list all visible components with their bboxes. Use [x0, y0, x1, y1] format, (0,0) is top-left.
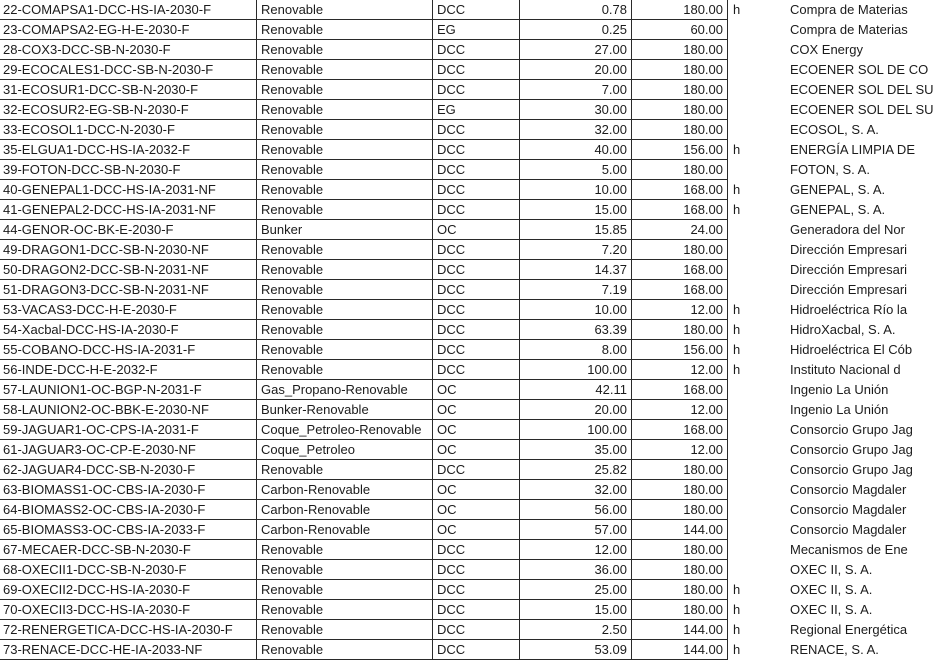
- table-row: [0, 540, 915, 560]
- cell-company-name[interactable]: OXEC II, S. A.: [790, 582, 873, 597]
- cell-contract-id[interactable]: 28-COX3-DCC-SB-N-2030-F: [0, 40, 257, 60]
- cell-company-name[interactable]: Consorcio Magdaler: [790, 522, 907, 537]
- cell-contract-id[interactable]: 44-GENOR-OC-BK-E-2030-F: [0, 220, 257, 240]
- cell-flag[interactable]: [728, 440, 788, 460]
- cell-tech-code[interactable]: DCC: [433, 80, 520, 100]
- cell-value-2[interactable]: 180.00: [632, 60, 728, 80]
- cell-flag[interactable]: [728, 160, 788, 180]
- cell-tech-code[interactable]: DCC: [433, 280, 520, 300]
- cell-contract-id[interactable]: 32-ECOSUR2-EG-SB-N-2030-F: [0, 100, 257, 120]
- cell-fuel-type[interactable]: Renovable: [257, 20, 433, 40]
- cell-fuel-type[interactable]: Renovable: [257, 580, 433, 600]
- cell-fuel-type[interactable]: Renovable: [257, 180, 433, 200]
- cell-fuel-type[interactable]: Coque_Petroleo: [257, 440, 433, 460]
- cell-fuel-type[interactable]: Renovable: [257, 240, 433, 260]
- cell-value-1[interactable]: 7.19: [520, 280, 632, 300]
- cell-tech-code[interactable]: OC: [433, 520, 520, 540]
- table-row: [0, 500, 915, 520]
- cell-tech-code[interactable]: DCC: [433, 240, 520, 260]
- cell-flag[interactable]: [728, 500, 788, 520]
- cell-company-name[interactable]: Compra de Materias: [790, 2, 908, 17]
- cell-fuel-type[interactable]: Renovable: [257, 80, 433, 100]
- cell-value-2[interactable]: 12.00: [632, 360, 728, 380]
- cell-tech-code[interactable]: OC: [433, 440, 520, 460]
- cell-tech-code[interactable]: DCC: [433, 580, 520, 600]
- cell-value-1[interactable]: 20.00: [520, 60, 632, 80]
- cell-company-name[interactable]: Ingenio La Unión: [790, 382, 889, 397]
- cell-value-2[interactable]: 168.00: [632, 200, 728, 220]
- cell-company-name[interactable]: ECOENER SOL DEL SU: [790, 102, 934, 117]
- table-row: [0, 640, 915, 660]
- cell-value-1[interactable]: 35.00: [520, 440, 632, 460]
- table-row: [0, 400, 915, 420]
- cell-tech-code[interactable]: OC: [433, 420, 520, 440]
- cell-company-name[interactable]: Dirección Empresari: [790, 242, 908, 257]
- cell-tech-code[interactable]: DCC: [433, 620, 520, 640]
- cell-contract-id[interactable]: 53-VACAS3-DCC-H-E-2030-F: [0, 300, 257, 320]
- cell-fuel-type[interactable]: Renovable: [257, 120, 433, 140]
- cell-value-2[interactable]: 180.00: [632, 160, 728, 180]
- cell-contract-id[interactable]: 39-FOTON-DCC-SB-N-2030-F: [0, 160, 257, 180]
- table-row: [0, 280, 915, 300]
- cell-company-name[interactable]: Hidroeléctrica El Cób: [790, 342, 913, 357]
- cell-company-name[interactable]: Dirección Empresari: [790, 282, 908, 297]
- cell-value-2[interactable]: 144.00: [632, 640, 728, 660]
- cell-value-2[interactable]: 180.00: [632, 560, 728, 580]
- cell-contract-id[interactable]: 49-DRAGON1-DCC-SB-N-2030-NF: [0, 240, 257, 260]
- cell-value-2[interactable]: 180.00: [632, 100, 728, 120]
- cell-value-1[interactable]: 100.00: [520, 360, 632, 380]
- cell-value-1[interactable]: 10.00: [520, 180, 632, 200]
- table-row: [0, 0, 915, 20]
- cell-contract-id[interactable]: 62-JAGUAR4-DCC-SB-N-2030-F: [0, 460, 257, 480]
- cell-contract-id[interactable]: 70-OXECII3-DCC-HS-IA-2030-F: [0, 600, 257, 620]
- cell-company-name[interactable]: Mecanismos de Ene: [790, 542, 908, 557]
- table-row: [0, 420, 915, 440]
- cell-company-name[interactable]: RENACE, S. A.: [790, 642, 879, 657]
- cell-contract-id[interactable]: 33-ECOSOL1-DCC-N-2030-F: [0, 120, 257, 140]
- cell-value-2[interactable]: 168.00: [632, 180, 728, 200]
- cell-tech-code[interactable]: DCC: [433, 340, 520, 360]
- table-row: [0, 100, 934, 120]
- cell-contract-id[interactable]: 29-ECOCALES1-DCC-SB-N-2030-F: [0, 60, 257, 80]
- cell-flag[interactable]: [728, 220, 788, 240]
- cell-value-2[interactable]: 180.00: [632, 80, 728, 100]
- cell-value-2[interactable]: 168.00: [632, 380, 728, 400]
- table-row: [0, 20, 915, 40]
- cell-contract-id[interactable]: 56-INDE-DCC-H-E-2032-F: [0, 360, 257, 380]
- cell-flag[interactable]: [728, 380, 788, 400]
- cell-company-name[interactable]: ECOSOL, S. A.: [790, 122, 879, 137]
- cell-tech-code[interactable]: OC: [433, 480, 520, 500]
- cell-contract-id[interactable]: 54-Xacbal-DCC-HS-IA-2030-F: [0, 320, 257, 340]
- cell-contract-id[interactable]: 65-BIOMASS3-OC-CBS-IA-2033-F: [0, 520, 257, 540]
- table-row: [0, 600, 915, 620]
- cell-company-name[interactable]: Instituto Nacional d: [790, 362, 901, 377]
- table-row: [0, 360, 915, 380]
- cell-fuel-type[interactable]: Coque_Petroleo-Renovable: [257, 420, 433, 440]
- cell-fuel-type[interactable]: Renovable: [257, 460, 433, 480]
- cell-fuel-type[interactable]: Renovable: [257, 600, 433, 620]
- table-row: [0, 520, 915, 540]
- cell-company-name[interactable]: GENEPAL, S. A.: [790, 182, 886, 197]
- cell-company-name[interactable]: Dirección Empresari: [790, 262, 908, 277]
- cell-fuel-type[interactable]: Carbon-Renovable: [257, 520, 433, 540]
- cell-fuel-type[interactable]: Renovable: [257, 320, 433, 340]
- cell-value-1[interactable]: 100.00: [520, 420, 632, 440]
- cell-flag[interactable]: [728, 480, 788, 500]
- cell-flag[interactable]: [728, 80, 788, 100]
- cell-value-2[interactable]: 180.00: [632, 240, 728, 260]
- cell-company-name[interactable]: Regional Energética: [790, 622, 908, 637]
- table-row: [0, 620, 915, 640]
- cell-fuel-type[interactable]: Gas_Propano-Renovable: [257, 380, 433, 400]
- cell-value-1[interactable]: 53.09: [520, 640, 632, 660]
- cell-value-1[interactable]: 25.82: [520, 460, 632, 480]
- cell-contract-id[interactable]: 69-OXECII2-DCC-HS-IA-2030-F: [0, 580, 257, 600]
- table-row: [0, 460, 915, 480]
- cell-fuel-type[interactable]: Renovable: [257, 620, 433, 640]
- cell-tech-code[interactable]: DCC: [433, 640, 520, 660]
- cell-contract-id[interactable]: 41-GENEPAL2-DCC-HS-IA-2031-NF: [0, 200, 257, 220]
- cell-flag[interactable]: [728, 60, 788, 80]
- cell-value-2[interactable]: 24.00: [632, 220, 728, 240]
- cell-tech-code[interactable]: DCC: [433, 360, 520, 380]
- cell-flag[interactable]: [728, 420, 788, 440]
- cell-flag[interactable]: [728, 560, 788, 580]
- cell-flag[interactable]: h: [733, 182, 741, 197]
- cell-contract-id[interactable]: 63-BIOMASS1-OC-CBS-IA-2030-F: [0, 480, 257, 500]
- cell-fuel-type[interactable]: Carbon-Renovable: [257, 500, 433, 520]
- cell-fuel-type[interactable]: Renovable: [257, 40, 433, 60]
- cell-fuel-type[interactable]: Renovable: [257, 560, 433, 580]
- cell-flag[interactable]: [728, 100, 788, 120]
- cell-tech-code[interactable]: OC: [433, 380, 520, 400]
- cell-value-1[interactable]: 2.50: [520, 620, 632, 640]
- cell-value-2[interactable]: 156.00: [632, 140, 728, 160]
- cell-value-2[interactable]: 180.00: [632, 0, 728, 20]
- cell-fuel-type[interactable]: Renovable: [257, 540, 433, 560]
- cell-fuel-type[interactable]: Bunker: [257, 220, 433, 240]
- cell-fuel-type[interactable]: Renovable: [257, 140, 433, 160]
- table-row: [0, 200, 915, 220]
- cell-value-1[interactable]: 7.00: [520, 80, 632, 100]
- cell-value-1[interactable]: 10.00: [520, 300, 632, 320]
- cell-tech-code[interactable]: OC: [433, 400, 520, 420]
- cell-contract-id[interactable]: 51-DRAGON3-DCC-SB-N-2031-NF: [0, 280, 257, 300]
- cell-value-1[interactable]: 25.00: [520, 580, 632, 600]
- cell-tech-code[interactable]: OC: [433, 220, 520, 240]
- cell-flag[interactable]: h: [733, 142, 741, 157]
- cell-flag[interactable]: h: [733, 622, 741, 637]
- table-row: [0, 240, 915, 260]
- cell-flag[interactable]: h: [733, 342, 741, 357]
- table-row: [0, 180, 915, 200]
- cell-tech-code[interactable]: DCC: [433, 0, 520, 20]
- table-row: [0, 440, 915, 460]
- cell-value-2[interactable]: 168.00: [632, 420, 728, 440]
- cell-flag[interactable]: [728, 280, 788, 300]
- cell-tech-code[interactable]: DCC: [433, 180, 520, 200]
- cell-value-2[interactable]: 144.00: [632, 620, 728, 640]
- cell-value-2[interactable]: 180.00: [632, 480, 728, 500]
- cell-value-2[interactable]: 60.00: [632, 20, 728, 40]
- cell-flag[interactable]: h: [733, 582, 741, 597]
- cell-fuel-type[interactable]: Renovable: [257, 200, 433, 220]
- cell-fuel-type[interactable]: Renovable: [257, 0, 433, 20]
- cell-fuel-type[interactable]: Renovable: [257, 100, 433, 120]
- cell-tech-code[interactable]: DCC: [433, 560, 520, 580]
- cell-tech-code[interactable]: DCC: [433, 140, 520, 160]
- cell-value-1[interactable]: 32.00: [520, 120, 632, 140]
- cell-flag[interactable]: [728, 120, 788, 140]
- cell-tech-code[interactable]: DCC: [433, 60, 520, 80]
- table-row: [0, 80, 934, 100]
- cell-contract-id[interactable]: 57-LAUNION1-OC-BGP-N-2031-F: [0, 380, 257, 400]
- cell-flag[interactable]: h: [733, 2, 741, 17]
- cell-value-1[interactable]: 30.00: [520, 100, 632, 120]
- cell-value-2[interactable]: 180.00: [632, 540, 728, 560]
- cell-value-1[interactable]: 32.00: [520, 480, 632, 500]
- cell-flag[interactable]: h: [733, 602, 741, 617]
- cell-value-1[interactable]: 0.25: [520, 20, 632, 40]
- cell-contract-id[interactable]: 35-ELGUA1-DCC-HS-IA-2032-F: [0, 140, 257, 160]
- cell-flag[interactable]: [728, 540, 788, 560]
- cell-tech-code[interactable]: DCC: [433, 260, 520, 280]
- table-row: [0, 140, 915, 160]
- cell-value-2[interactable]: 180.00: [632, 460, 728, 480]
- cell-value-2[interactable]: 180.00: [632, 120, 728, 140]
- cell-value-1[interactable]: 15.00: [520, 600, 632, 620]
- cell-company-name[interactable]: HidroXacbal, S. A.: [790, 322, 896, 337]
- cell-fuel-type[interactable]: Bunker-Renovable: [257, 400, 433, 420]
- table-row: [0, 560, 915, 580]
- cell-fuel-type[interactable]: Renovable: [257, 160, 433, 180]
- cell-contract-id[interactable]: 40-GENEPAL1-DCC-HS-IA-2031-NF: [0, 180, 257, 200]
- cell-value-2[interactable]: 180.00: [632, 580, 728, 600]
- cell-flag[interactable]: [728, 460, 788, 480]
- cell-value-1[interactable]: 42.11: [520, 380, 632, 400]
- cell-value-1[interactable]: 5.00: [520, 160, 632, 180]
- cell-company-name[interactable]: Consorcio Grupo Jag: [790, 422, 913, 437]
- table-row: [0, 580, 915, 600]
- cell-value-1[interactable]: 8.00: [520, 340, 632, 360]
- cell-company-name[interactable]: OXEC II, S. A.: [790, 562, 873, 577]
- table-row: [0, 300, 915, 320]
- cell-flag[interactable]: [728, 400, 788, 420]
- table-row: [0, 60, 929, 80]
- cell-tech-code[interactable]: DCC: [433, 460, 520, 480]
- cell-tech-code[interactable]: OC: [433, 500, 520, 520]
- cell-company-name[interactable]: Compra de Materias: [790, 22, 908, 37]
- table-row: [0, 120, 915, 140]
- cell-company-name[interactable]: FOTON, S. A.: [790, 162, 870, 177]
- table-row: [0, 40, 915, 60]
- cell-tech-code[interactable]: DCC: [433, 160, 520, 180]
- cell-flag[interactable]: h: [733, 322, 741, 337]
- cell-contract-id[interactable]: 59-JAGUAR1-OC-CPS-IA-2031-F: [0, 420, 257, 440]
- table-row: [0, 320, 915, 340]
- cell-value-1[interactable]: 56.00: [520, 500, 632, 520]
- cell-contract-id[interactable]: 61-JAGUAR3-OC-CP-E-2030-NF: [0, 440, 257, 460]
- cell-tech-code[interactable]: EG: [433, 100, 520, 120]
- table-row: [0, 260, 915, 280]
- cell-value-2[interactable]: 12.00: [632, 400, 728, 420]
- cell-company-name[interactable]: COX Energy: [790, 42, 863, 57]
- cell-value-2[interactable]: 12.00: [632, 440, 728, 460]
- cell-tech-code[interactable]: DCC: [433, 120, 520, 140]
- cell-flag[interactable]: h: [733, 362, 741, 377]
- table-row: [0, 380, 915, 400]
- cell-value-2[interactable]: 168.00: [632, 260, 728, 280]
- cell-company-name[interactable]: Consorcio Grupo Jag: [790, 462, 913, 477]
- cell-fuel-type[interactable]: Renovable: [257, 360, 433, 380]
- cell-contract-id[interactable]: 72-RENERGETICA-DCC-HS-IA-2030-F: [0, 620, 257, 640]
- cell-fuel-type[interactable]: Renovable: [257, 640, 433, 660]
- cell-flag[interactable]: [728, 240, 788, 260]
- cell-company-name[interactable]: Ingenio La Unión: [790, 402, 889, 417]
- cell-company-name[interactable]: ECOENER SOL DE CO: [790, 62, 929, 77]
- cell-fuel-type[interactable]: Renovable: [257, 260, 433, 280]
- cell-flag[interactable]: [728, 40, 788, 60]
- cell-company-name[interactable]: Consorcio Grupo Jag: [790, 442, 913, 457]
- cell-value-1[interactable]: 0.78: [520, 0, 632, 20]
- cell-contract-id[interactable]: 23-COMAPSA2-EG-H-E-2030-F: [0, 20, 257, 40]
- cell-value-1[interactable]: 36.00: [520, 560, 632, 580]
- cell-tech-code[interactable]: DCC: [433, 40, 520, 60]
- table-row: [0, 160, 915, 180]
- cell-contract-id[interactable]: 68-OXECII1-DCC-SB-N-2030-F: [0, 560, 257, 580]
- cell-contract-id[interactable]: 31-ECOSUR1-DCC-SB-N-2030-F: [0, 80, 257, 100]
- cell-tech-code[interactable]: DCC: [433, 300, 520, 320]
- cell-value-1[interactable]: 14.37: [520, 260, 632, 280]
- cell-flag[interactable]: [728, 20, 788, 40]
- cell-value-1[interactable]: 7.20: [520, 240, 632, 260]
- cell-contract-id[interactable]: 55-COBANO-DCC-HS-IA-2031-F: [0, 340, 257, 360]
- cell-company-name[interactable]: Consorcio Magdaler: [790, 482, 907, 497]
- cell-contract-id[interactable]: 64-BIOMASS2-OC-CBS-IA-2030-F: [0, 500, 257, 520]
- table-row: [0, 480, 915, 500]
- cell-fuel-type[interactable]: Renovable: [257, 280, 433, 300]
- cell-value-2[interactable]: 180.00: [632, 40, 728, 60]
- cell-value-1[interactable]: 15.00: [520, 200, 632, 220]
- cell-company-name[interactable]: ENERGÍA LIMPIA DE: [790, 142, 915, 157]
- table-row: [0, 220, 915, 240]
- cell-tech-code[interactable]: EG: [433, 20, 520, 40]
- cell-value-2[interactable]: 144.00: [632, 520, 728, 540]
- cell-company-name[interactable]: Hidroeléctrica Río la: [790, 302, 908, 317]
- cell-flag[interactable]: h: [733, 642, 741, 657]
- cell-value-1[interactable]: 27.00: [520, 40, 632, 60]
- cell-value-1[interactable]: 12.00: [520, 540, 632, 560]
- cell-fuel-type[interactable]: Renovable: [257, 300, 433, 320]
- cell-flag[interactable]: h: [733, 202, 741, 217]
- cell-company-name[interactable]: OXEC II, S. A.: [790, 602, 873, 617]
- cell-contract-id[interactable]: 50-DRAGON2-DCC-SB-N-2031-NF: [0, 260, 257, 280]
- cell-value-1[interactable]: 63.39: [520, 320, 632, 340]
- cell-company-name[interactable]: ECOENER SOL DEL SU: [790, 82, 934, 97]
- cell-fuel-type[interactable]: Carbon-Renovable: [257, 480, 433, 500]
- cell-fuel-type[interactable]: Renovable: [257, 60, 433, 80]
- cell-value-2[interactable]: 156.00: [632, 340, 728, 360]
- cell-value-2[interactable]: 12.00: [632, 300, 728, 320]
- cell-value-2[interactable]: 180.00: [632, 500, 728, 520]
- cell-tech-code[interactable]: DCC: [433, 320, 520, 340]
- cell-flag[interactable]: h: [733, 302, 741, 317]
- cell-value-1[interactable]: 57.00: [520, 520, 632, 540]
- cell-company-name[interactable]: Consorcio Magdaler: [790, 502, 907, 517]
- table-row: [0, 340, 915, 360]
- cell-value-2[interactable]: 168.00: [632, 280, 728, 300]
- cell-company-name[interactable]: GENEPAL, S. A.: [790, 202, 886, 217]
- cell-contract-id[interactable]: 67-MECAER-DCC-SB-N-2030-F: [0, 540, 257, 560]
- cell-contract-id[interactable]: 73-RENACE-DCC-HE-IA-2033-NF: [0, 640, 257, 660]
- cell-flag[interactable]: [728, 260, 788, 280]
- cell-tech-code[interactable]: DCC: [433, 200, 520, 220]
- cell-value-2[interactable]: 180.00: [632, 320, 728, 340]
- cell-tech-code[interactable]: DCC: [433, 600, 520, 620]
- cell-contract-id[interactable]: 58-LAUNION2-OC-BBK-E-2030-NF: [0, 400, 257, 420]
- cell-tech-code[interactable]: DCC: [433, 540, 520, 560]
- cell-flag[interactable]: [728, 520, 788, 540]
- cell-value-2[interactable]: 180.00: [632, 600, 728, 620]
- cell-company-name[interactable]: Generadora del Nor: [790, 222, 905, 237]
- cell-contract-id[interactable]: 22-COMAPSA1-DCC-HS-IA-2030-F: [0, 0, 257, 20]
- cell-value-1[interactable]: 40.00: [520, 140, 632, 160]
- cell-value-1[interactable]: 15.85: [520, 220, 632, 240]
- cell-fuel-type[interactable]: Renovable: [257, 340, 433, 360]
- cell-value-1[interactable]: 20.00: [520, 400, 632, 420]
